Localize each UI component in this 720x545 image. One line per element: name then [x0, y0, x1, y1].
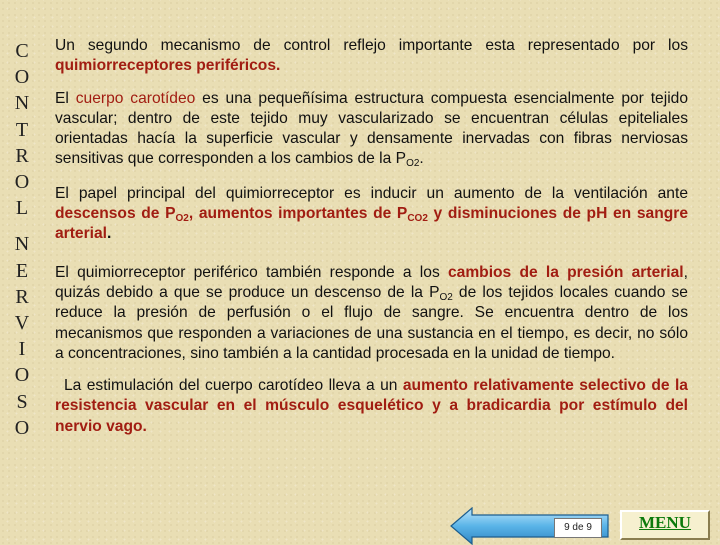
paragraph-3-end: . [107, 225, 112, 243]
paragraph-1-end: . [276, 57, 281, 75]
paragraph-4-text-d: de los tejidos locales cuando se reduce la presión de perfusión o el flujo de sangre. Se encuentra dentro de los mecanismos que responden a variaciones de una sustancia en el tiempo, es decir, no sólo a concentraciones, sino también a la cantidad procesada en la unidad de tiempo. [55, 283, 688, 362]
paragraph-2-text-a: El [55, 89, 76, 107]
side-title-word-nervioso [10, 231, 34, 441]
subscript-co2: CO2 [407, 213, 428, 225]
slide-content [55, 36, 688, 449]
highlight-descensos: descensos de P [55, 205, 176, 223]
side-title-letter: N [14, 92, 30, 115]
side-title-word-control [10, 38, 34, 221]
paragraph-3 [55, 184, 688, 245]
highlight-presion-arterial: cambios de la presión arterial [447, 263, 684, 281]
side-title-letter: L [15, 197, 29, 220]
side-title-letter: E [15, 259, 29, 282]
paragraph-1-text: Un segundo mecanismo de control reflejo importante esta representado por los [55, 37, 688, 54]
paragraph-5 [55, 376, 688, 437]
side-title-letter: O [14, 171, 30, 194]
paragraph-1 [55, 36, 688, 77]
side-title-letter: N [14, 233, 30, 256]
side-title-letter: C [15, 40, 29, 62]
paragraph-4-text-a: El quimiorreceptor periférico también responde a los [55, 263, 448, 281]
paragraph-4-text-c: , quizás debido a que se produce un descenso de la P [55, 263, 688, 301]
subscript-o2: O2 [175, 213, 189, 225]
side-title-letter: S [16, 390, 28, 413]
highlight-aumentos: , aumentos importantes de P [188, 205, 408, 223]
side-title-letter: R [15, 144, 29, 167]
paragraph-2-end: . [419, 150, 424, 168]
side-title [10, 38, 34, 441]
subscript-o2: O2 [406, 158, 420, 170]
subscript-o2: O2 [439, 291, 453, 303]
side-title-letter: R [15, 285, 29, 308]
side-title-letter: V [14, 312, 30, 335]
paragraph-3-text-a: El papel principal del quimiorreceptor es inducir un aumento de la ventilación ante [55, 184, 688, 202]
paragraph-4 [55, 263, 688, 364]
side-title-letter: O [14, 66, 30, 89]
paragraph-5-text-a: La estimulación del cuerpo carotídeo lleva a un [64, 377, 403, 395]
side-title-letter: I [18, 338, 26, 361]
highlight-quimiorreceptores: quimiorreceptores periféricos [55, 57, 276, 75]
highlight-aumento-resistencia: aumento relativamente selectivo de la resistencia vascular en el músculo esquelético y a bradicardia por estímulo del nervio vago [55, 377, 688, 435]
menu-button[interactable]: MENU [620, 510, 710, 540]
side-title-letter: T [15, 118, 29, 141]
paragraph-2 [55, 89, 688, 170]
highlight-cuerpo-carotideo: cuerpo carotídeo [75, 89, 196, 107]
paragraph-5-end: . [142, 417, 147, 435]
side-title-letter: O [14, 364, 30, 387]
side-title-letter: O [14, 416, 30, 439]
paragraph-2-text-c: es una pequeñísima estructura compuesta esencialmente por tejido vascular; dentro de este tejido muy vascularizado se encuentran células epiteliales orientadas hacía la superficie vascular y densamente inervadas con fibras nerviosas sensitivas que corresponden a los cambios de la P [55, 89, 689, 168]
highlight-disminuciones-ph: y disminuciones de pH en sangre arterial [55, 205, 688, 243]
page-indicator: 9 de 9 [554, 518, 602, 538]
